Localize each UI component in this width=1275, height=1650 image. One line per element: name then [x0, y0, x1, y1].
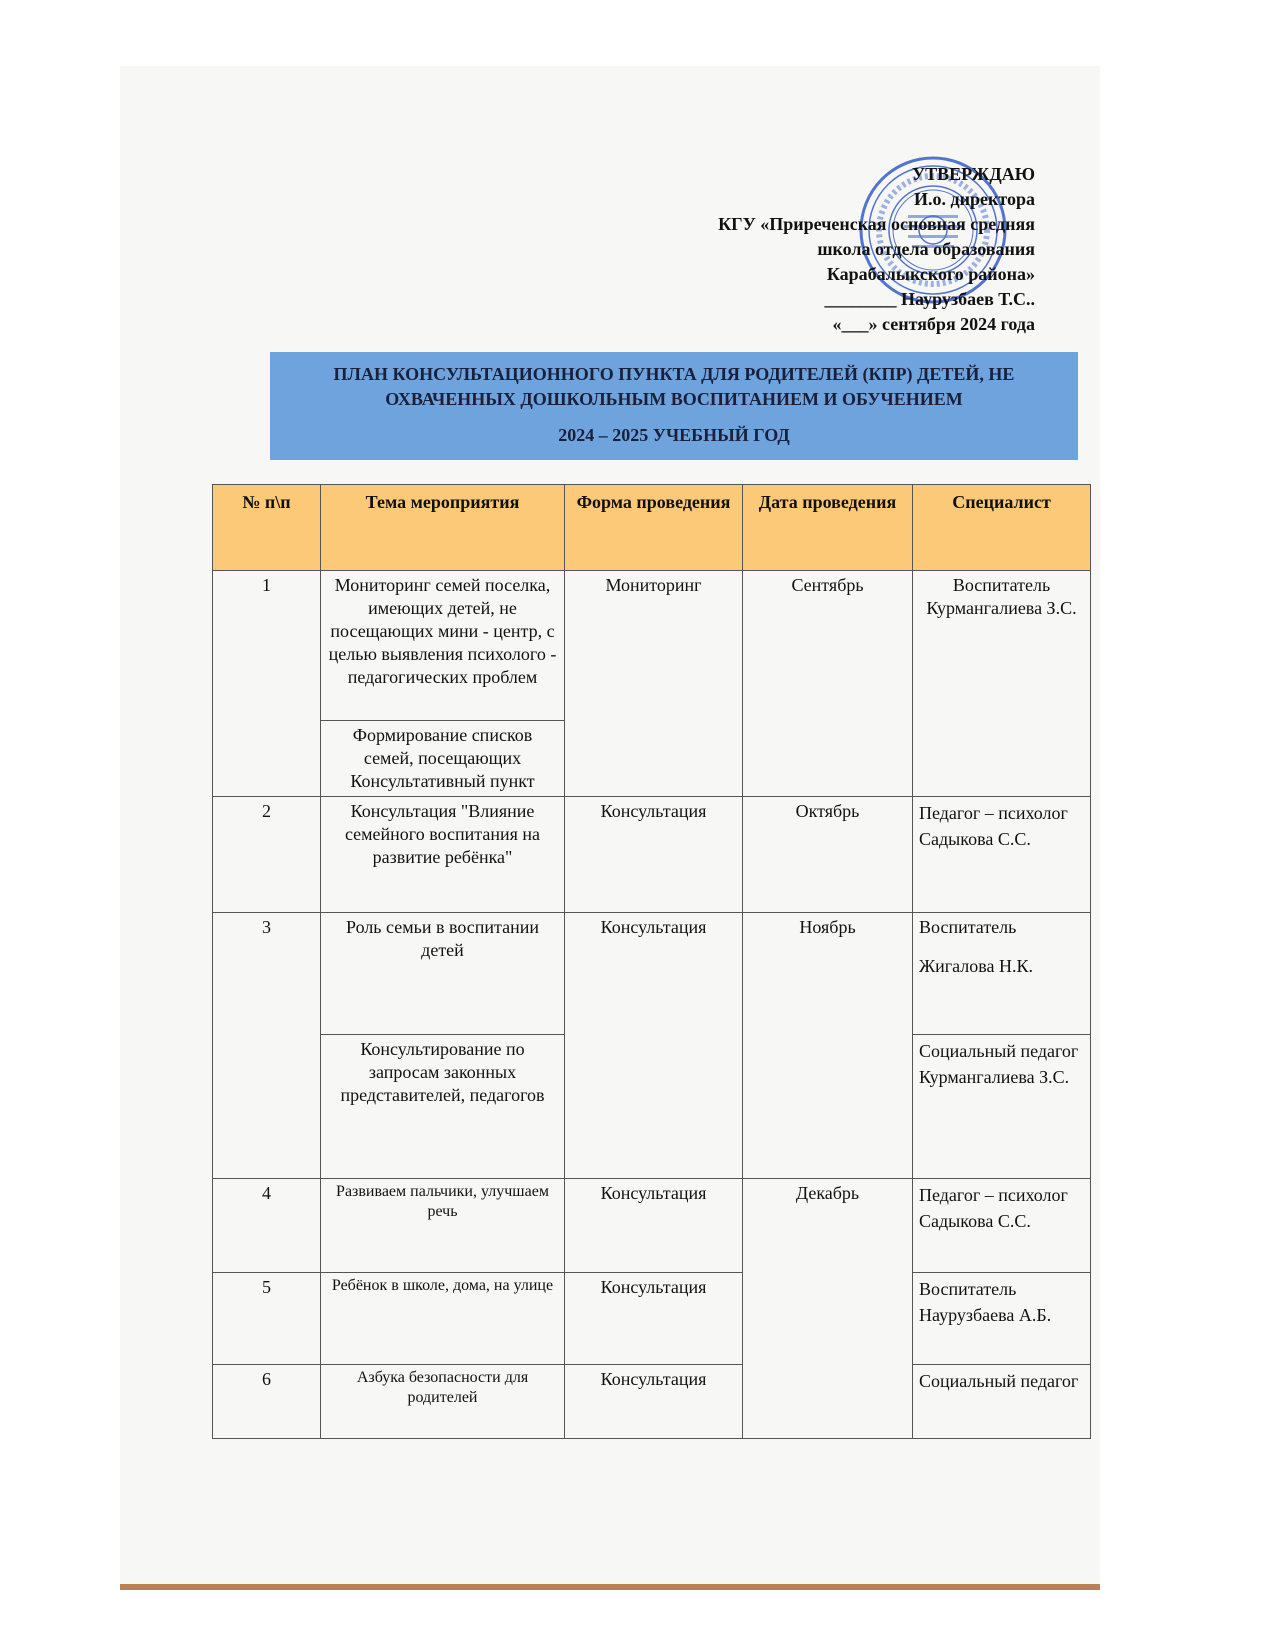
table-row — [213, 1273, 1091, 1365]
specialist-title: Воспитатель — [919, 917, 1017, 937]
row-form: Консультация — [565, 797, 743, 913]
row-topic: Формирование списков семей, посещающих Консультативный пункт — [321, 721, 565, 797]
row-number: 3 — [213, 913, 321, 1179]
row-topic: Роль семьи в воспитании детей — [321, 913, 565, 1035]
row-specialist: Педагог – психолог Садыкова С.С. — [913, 1179, 1091, 1273]
table-row — [213, 1365, 1091, 1439]
row-form: Консультация — [565, 913, 743, 1179]
table-header-row — [213, 485, 1091, 571]
row-number: 5 — [213, 1273, 321, 1365]
row-specialist: Воспитатель Курмангалиева З.С. — [913, 571, 1091, 797]
row-form: Консультация — [565, 1365, 743, 1439]
row-date: Ноябрь — [743, 913, 913, 1179]
row-specialist: Социальный педагог — [913, 1365, 1091, 1439]
row-topic: Консультация "Влияние семейного воспитания на развитие ребёнка" — [321, 797, 565, 913]
header-topic: Тема мероприятия — [321, 485, 565, 571]
approval-date: «___» сентября 2024 года — [832, 314, 1035, 334]
plan-table — [212, 484, 1091, 1439]
row-topic: Консультирование по запросам законных представителей, педагогов — [321, 1035, 565, 1179]
title-banner — [270, 352, 1078, 460]
approval-org-line-1: КГУ «Приреченская основная средняя — [718, 214, 1035, 234]
approval-position: И.о. директора — [914, 189, 1035, 209]
approval-org-line-3: Карабалыкского района» — [826, 264, 1035, 284]
table-row — [213, 913, 1091, 1035]
row-topic: Азбука безопасности для родителей — [321, 1365, 565, 1439]
row-number: 2 — [213, 797, 321, 913]
row-date: Декабрь — [743, 1179, 913, 1439]
table-row — [213, 797, 1091, 913]
header-form: Форма проведения — [565, 485, 743, 571]
table-row — [213, 571, 1091, 721]
specialist-name: Жигалова Н.К. — [919, 956, 1034, 976]
row-topic: Ребёнок в школе, дома, на улице — [321, 1273, 565, 1365]
row-specialist: Социальный педагог Курмангалиева З.С. — [913, 1035, 1091, 1179]
approval-signature: ________ Наурузбаев Т.С.. — [824, 289, 1035, 309]
header-number: № п\п — [213, 485, 321, 571]
academic-year: 2024 – 2025 УЧЕБНЫЙ ГОД — [558, 425, 790, 445]
row-specialist — [913, 913, 1091, 1035]
table-row — [213, 1179, 1091, 1273]
row-form: Консультация — [565, 1179, 743, 1273]
approval-title: УТВЕРЖДАЮ — [911, 164, 1035, 184]
row-form: Мониторинг — [565, 571, 743, 797]
row-topic: Развиваем пальчики, улучшаем речь — [321, 1179, 565, 1273]
row-date: Октябрь — [743, 797, 913, 913]
approval-org-line-2: школа отдела образования — [817, 239, 1035, 259]
row-specialist: Воспитатель Наурузбаева А.Б. — [913, 1273, 1091, 1365]
row-topic: Мониторинг семей поселка, имеющих детей, не посещающих мини - центр, с целью выявления психолого - педагогических проблем — [321, 571, 565, 721]
row-form: Консультация — [565, 1273, 743, 1365]
header-date: Дата проведения — [743, 485, 913, 571]
row-specialist: Педагог – психолог Садыкова С.С. — [913, 797, 1091, 913]
document-title: ПЛАН КОНСУЛЬТАЦИОННОГО ПУНКТА ДЛЯ РОДИТЕЛЕЙ (КПР) ДЕТЕЙ, НЕ ОХВАЧЕННЫХ ДОШКОЛЬНЫМ ВОСПИТАНИЕМ И ОБУЧЕНИЕМ — [333, 364, 1015, 409]
page-edge — [120, 1584, 1100, 1590]
row-number: 6 — [213, 1365, 321, 1439]
row-number: 1 — [213, 571, 321, 797]
row-number: 4 — [213, 1179, 321, 1273]
header-specialist: Специалист — [913, 485, 1091, 571]
approval-block — [615, 162, 1035, 337]
row-date: Сентябрь — [743, 571, 913, 797]
